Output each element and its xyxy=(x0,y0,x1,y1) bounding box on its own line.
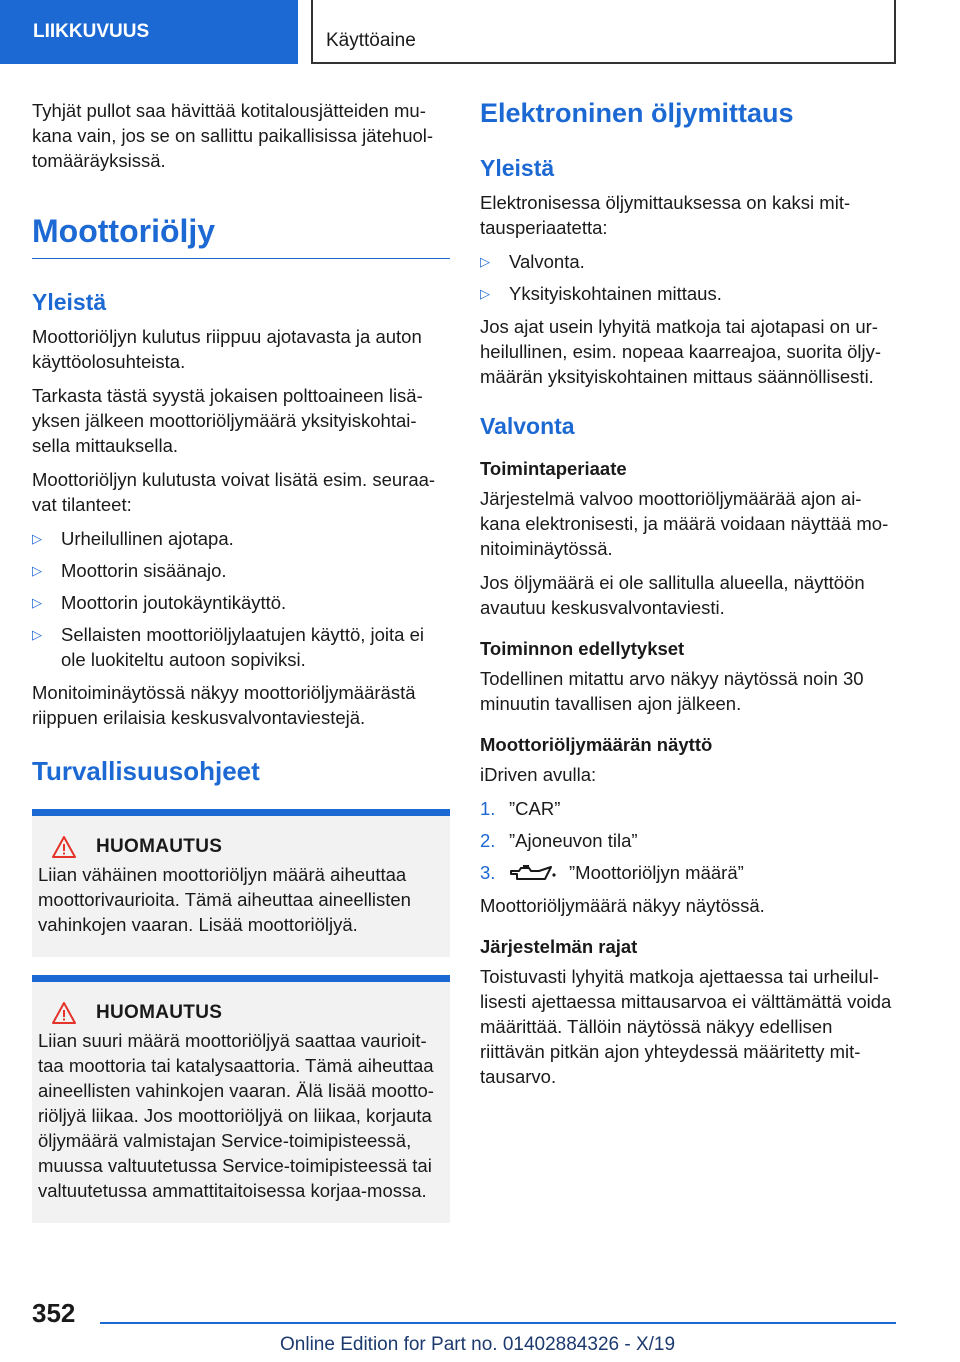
triangle-bullet-icon: ▷ xyxy=(32,595,42,610)
list-item: ▷ Urheilullinen ajotapa. xyxy=(32,528,234,549)
intro-paragraph: Tyhjät pullot saa hävittää kotitalousjätteiden mu-kana vain, jos se on sallittu paikallisissa jätehuol-tomääräyksissä. xyxy=(32,100,434,171)
notice-text: Liian suuri määrä moottoriöljyä saattaa vaurioit-taa moottoria tai katalysaattoria. Tämä aiheuttaa aineellisten vahinkojen vaaran. Älä lisää mootto-riöljyä liikaa. Jos moottoriöljyä on liikaa, korjauta öljymäärä valmistajan Service-toimipisteessä, muussa valtuutetussa Service-toimipisteessä tai valtuutetussa ammattitaitoisessa korjaa-mossa. xyxy=(38,1030,434,1201)
warning-triangle-icon xyxy=(52,836,76,858)
paragraph: Moottoriöljyn kulutusta voivat lisätä esim. seuraa-vat tilanteet: xyxy=(32,469,436,515)
list-item: ▷ Moottorin joutokäyntikäyttö. xyxy=(32,592,287,613)
warning-triangle-icon xyxy=(52,1002,76,1024)
notice-box xyxy=(32,975,450,1223)
triangle-bullet-icon: ▷ xyxy=(32,627,42,642)
right-column xyxy=(480,98,895,1098)
paragraph: Jos öljymäärä ei ole sallitulla alueella, näyttöön avautuu keskusvalvontaviesti. xyxy=(480,572,865,618)
list-item: ▷ Yksityiskohtainen mittaus. xyxy=(480,283,722,304)
heading-system-limits: Järjestelmän rajat xyxy=(480,936,638,958)
oil-can-icon xyxy=(509,863,557,885)
paragraph: Toistuvasti lyhyitä matkoja ajettaessa tai urheilul-lisesti ajettaessa mittausarvoa ei välttämättä voida määrittää. Tällöin näytössä näkyy edellisen riittävän pitkän ajon yhteydessä määritetty mit-tausarvo. xyxy=(480,966,892,1088)
footer-divider xyxy=(100,1322,896,1324)
paragraph: Jos ajat usein lyhyitä matkoja tai ajotapasi on ur-heilullinen, esim. nopeaa kaarreajoa, suorita öljy-määrän yksityiskohtainen mittaus säännöllisesti. xyxy=(480,316,882,387)
triangle-bullet-icon: ▷ xyxy=(480,286,490,301)
notice-text: Liian vähäinen moottoriöljyn määrä aiheuttaa moottorivaurioita. Tämä aiheuttaa aineellisten vahinkojen vaaran. Lisää moottoriöljyä. xyxy=(38,864,411,935)
heading-oil-display: Moottoriöljymäärän näyttö xyxy=(480,734,713,755)
consumption-factors-list xyxy=(32,526,450,672)
topic-label: Käyttöaine xyxy=(311,0,896,64)
notice-title: HUOMAUTUS xyxy=(96,836,223,857)
section-tab: LIIKKUVUUS xyxy=(0,0,298,64)
list-item: ▷ Valvonta. xyxy=(480,251,585,272)
heading-monitoring: Valvonta xyxy=(480,413,575,439)
notice-title: HUOMAUTUS xyxy=(96,1002,223,1023)
notice-box xyxy=(32,809,450,957)
triangle-bullet-icon: ▷ xyxy=(480,254,490,269)
heading-principle: Toimintaperiaate xyxy=(480,458,627,479)
left-column xyxy=(32,98,450,1241)
paragraph: Moottoriöljyn kulutus riippuu ajotavasta ja auton käyttöolosuhteista. xyxy=(32,326,422,372)
paragraph: iDriven avulla: xyxy=(480,764,597,785)
idrive-steps-list xyxy=(480,796,895,885)
heading-general: Yleistä xyxy=(480,155,555,181)
list-item: 2. ”Ajoneuvon tila” xyxy=(480,830,638,851)
paragraph: Moottoriöljymäärä näkyy näytössä. xyxy=(480,895,765,917)
heading-safety: Turvallisuusohjeet xyxy=(32,756,260,786)
heading-requirements: Toiminnon edellytykset xyxy=(480,638,685,659)
heading-general: Yleistä xyxy=(32,289,107,315)
paragraph: Todellinen mitattu arvo näkyy näytössä noin 30 minuutin tavallisen ajon jälkeen. xyxy=(480,668,864,714)
paragraph: Tarkasta tästä syystä jokaisen polttoaineen lisä-yksen jälkeen moottoriöljymäärä yksityiskohtai-sella mittauksella. xyxy=(32,385,423,456)
paragraph: Monitoiminäytössä näkyy moottoriöljymäärästä riippuen erilaisia keskusvalvontaviestejä. xyxy=(32,682,416,728)
edition-text: Online Edition for Part no. 01402884326 - X/19 xyxy=(280,1334,676,1355)
page-number: 352 xyxy=(32,1298,76,1328)
heading-engine-oil: Moottoriöljy xyxy=(32,213,450,259)
page-header xyxy=(0,0,960,66)
triangle-bullet-icon: ▷ xyxy=(32,563,42,578)
paragraph: Elektronisessa öljymittauksessa on kaksi mit-tausperiaatetta: xyxy=(480,192,851,238)
paragraph: Järjestelmä valvoo moottoriöljymäärää ajon ai-kana elektronisesti, ja määrä voidaan näyttää mo-nitoiminäytössä. xyxy=(480,488,889,559)
triangle-bullet-icon: ▷ xyxy=(32,531,42,546)
list-item: ▷ Moottorin sisäänajo. xyxy=(32,560,227,581)
measurement-principles-list xyxy=(480,249,895,306)
heading-electronic-oil-measurement: Elektroninen öljymittaus xyxy=(480,98,794,128)
list-item: ▷ Sellaisten moottoriöljylaatujen käyttö, joita ei ole luokiteltu autoon sopiviksi. xyxy=(32,624,424,670)
list-item: 1. ”CAR” xyxy=(480,798,561,819)
list-item: 3. ”Moottoriöljyn määrä” xyxy=(480,860,895,885)
